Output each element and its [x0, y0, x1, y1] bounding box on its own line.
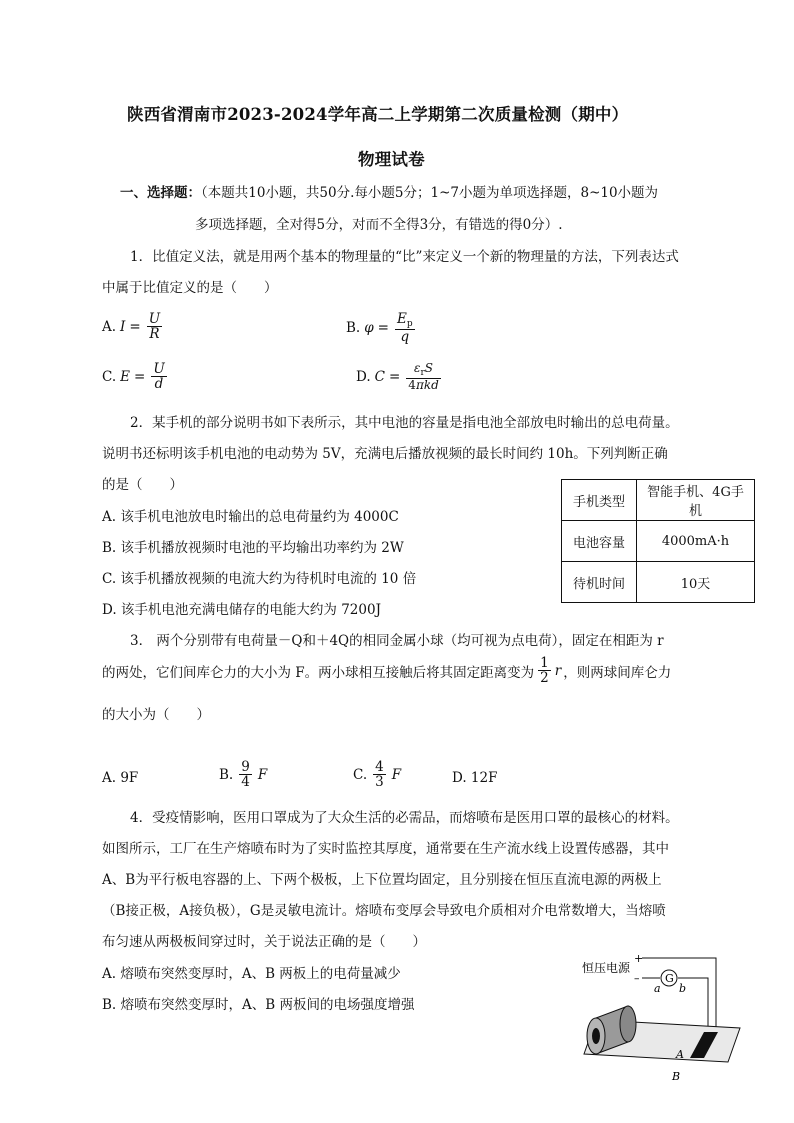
plate-b-label: B — [672, 1070, 681, 1083]
q1-c-fraction: $\frac{U}{d}$ — [153, 361, 165, 393]
page-subtitle: 物理试卷 — [358, 150, 425, 169]
q1-stem-line2: 中属于比值定义的是（ ） — [102, 280, 278, 296]
table-cell: 4000mA·h — [637, 521, 755, 562]
power-source-label: 恒压电源 — [582, 961, 631, 975]
q2-option-d: D. 该手机电池充满电储存的电能大约为 7200J — [102, 602, 381, 618]
q2-option-c: C. 该手机播放视频的电流大约为待机时电流的 10 倍 — [102, 571, 417, 587]
plus-sign: + — [634, 952, 644, 965]
q3-stem-line3: 的大小为（ ） — [102, 707, 210, 723]
q1-d-fraction: $\frac{\varepsilon_rS}{\text{4πkd}}$ — [408, 361, 439, 393]
q2-stem-line3: 的是（ ） — [102, 477, 183, 493]
fabric-roll-end — [620, 1006, 636, 1042]
q4-option-a: A. 熔喷布突然变厚时，A、B 两板上的电荷量减少 — [102, 966, 401, 982]
q3-option-a: A. 9F — [102, 770, 139, 786]
table-cell: 手机类型 — [562, 480, 637, 521]
q4-stem-line5: 布匀速从两极板间穿过时，关于说法正确的是（ ） — [102, 934, 426, 950]
q1-option-c: C. E = $\frac{U}{d}$ — [102, 361, 165, 393]
table-cell: 智能手机、4G手机 — [637, 480, 755, 521]
q4-stem-line2: 如图所示，工厂在生产熔喷布时为了实时监控其厚度，通常要在生产流水线上设置传感器，其中 — [102, 841, 669, 857]
q3-option-c: C. $\frac{4}{3}$ F — [353, 759, 402, 791]
q1-stem-line1: 1．比值定义法，就是用两个基本的物理量的“比”来定义一个新的物理量的方法，下列表达式 — [130, 249, 679, 265]
q2-option-b: B. 该手机播放视频时电池的平均输出功率约为 2W — [102, 540, 404, 556]
q2-option-a: A. 该手机电池放电时输出的总电荷量约为 4000C — [102, 509, 399, 525]
q3-option-b: B. $\frac{9}{4}$ F — [219, 759, 268, 791]
terminal-a-label: a — [654, 982, 661, 995]
wire-positive — [642, 958, 716, 1032]
section-instructions — [120, 181, 658, 201]
table-cell: 电池容量 — [562, 521, 637, 562]
table-row — [562, 480, 755, 521]
minus-sign: – — [634, 972, 640, 985]
table-row — [562, 562, 755, 603]
section-heading: 一、选择题： — [120, 185, 201, 201]
table-cell: 10天 — [637, 562, 755, 603]
q3-stem-line1: 3． 两个分别带有电荷量－Q和＋4Q的相同金属小球（均可视为点电荷），固定在相距为 r — [130, 633, 664, 649]
q3-stem-line2: 的两处，它们间库仑力的大小为 F。两小球相互接触后将其固定距离变为 $\frac{1}{2}$ r ，则两球间库仑力 — [102, 655, 672, 687]
q1-option-a: A. I = $\frac{U}{R}$ — [102, 311, 161, 343]
section-instr-line1: （本题共10小题，共50分.每小题5分；1~7小题为单项选择题，8~10小题为 — [201, 185, 659, 201]
q1-option-b: B. φ = $\frac{E_p}{q}$ — [346, 311, 413, 346]
fabric-roll-core — [592, 1028, 600, 1044]
table-cell: 待机时间 — [562, 562, 637, 603]
q4-stem-line4: （B接正极，A接负极），G是灵敏电流计。熔喷布变厚会导致电介质相对介电常数增大，当熔喷 — [102, 903, 666, 919]
section-instr-line2: 多项选择题，全对得5分，对而不全得3分，有错选的得0分）. — [195, 217, 563, 233]
page-title: 陕西省渭南市2023-2024学年高二上学期第二次质量检测（期中） — [127, 105, 629, 124]
q1-a-fraction: $\frac{U}{R}$ — [148, 311, 161, 343]
capacitor-sensor-diagram — [578, 950, 748, 1085]
q4-option-b: B. 熔喷布突然变厚时，A、B 两板间的电场强度增强 — [102, 997, 415, 1013]
plate-a-label: A — [676, 1048, 684, 1061]
q2-stem-line1: 2．某手机的部分说明书如下表所示，其中电池的容量是指电池全部放电时输出的总电荷量。 — [130, 415, 679, 431]
galvanometer-label: G — [665, 972, 674, 985]
q1-option-d: D. C = $\frac{\varepsilon_rS}{\text{4πkd}}$ — [356, 361, 439, 393]
q3-option-d: D. 12F — [452, 770, 498, 786]
q1-b-fraction: $\frac{E_p}{q}$ — [396, 311, 413, 346]
phone-spec-table — [561, 479, 755, 603]
terminal-b-label: b — [679, 982, 687, 995]
q4-stem-line3: A、B为平行板电容器的上、下两个极板，上下位置均固定，且分别接在恒压直流电源的两极上 — [102, 872, 662, 888]
table-row — [562, 521, 755, 562]
q3-half-fraction: $\frac{1}{2}$ — [540, 655, 549, 687]
q4-stem-line1: 4．受疫情影响，医用口罩成为了大众生活的必需品，而熔喷布是医用口罩的最核心的材料。 — [130, 810, 679, 826]
q2-stem-line2: 说明书还标明该手机电池的电动势为 5V，充满电后播放视频的最长时间约 10h。下列判断正确 — [102, 446, 668, 462]
